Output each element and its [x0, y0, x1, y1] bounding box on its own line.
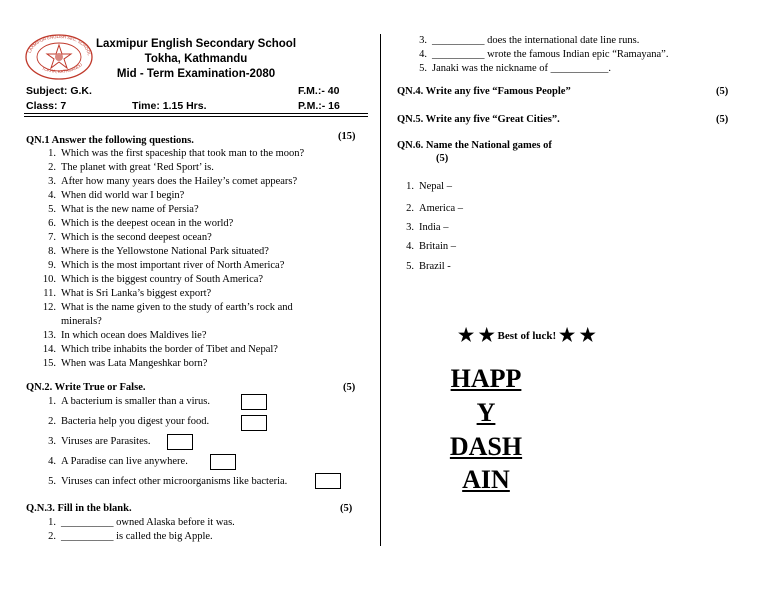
class-label: Class: 7 [26, 100, 67, 112]
list-item: 3. After how many years does the Hailey’s comet appears? [48, 176, 298, 187]
exam-title: Mid - Term Examination-2080 [116, 68, 276, 80]
list-item: 5. What is the new name of Persia? [48, 204, 199, 215]
happy-dashain-line-2: Y [476, 398, 496, 427]
list-item: 6. Which is the deepest ocean in the world? [48, 218, 234, 229]
list-item: 1. __________ owned Alaska before it was. [48, 517, 235, 528]
best-of-luck-line [458, 325, 596, 346]
list-item: 3. Viruses are Parasites. [48, 436, 151, 447]
list-item: 14. Which tribe inhabits the border of Tibet and Nepal? [42, 344, 278, 355]
list-item: 8. Where is the Yellowstone National Park situated? [48, 246, 269, 257]
school-name: Laxmipur English Secondary School [96, 38, 297, 50]
list-item: 10. Which is the biggest country of South America? [42, 274, 264, 285]
list-item: 12. What is the name given to the study of earth’s rock and [42, 302, 293, 313]
list-item: 3. India – [406, 222, 449, 233]
happy-dashain-line-3: DASH [449, 432, 523, 461]
q5-title: QN.5. Write any five “Great Cities”. [397, 114, 560, 125]
list-item: 4. When did world war I begin? [48, 190, 185, 201]
answer-box[interactable] [167, 434, 193, 450]
pass-marks: P.M.:- 16 [298, 100, 340, 112]
answer-box[interactable] [241, 415, 267, 431]
list-item: minerals? [61, 316, 102, 327]
happy-dashain-line-1: HAPP [450, 364, 522, 393]
answer-box[interactable] [210, 454, 236, 470]
list-item: 4. A Paradise can live anywhere. [48, 456, 188, 467]
q5-marks: (5) [716, 114, 729, 125]
svg-text:TOKHA, KATHMANDU [41, 62, 83, 74]
q1-title: QN.1 Answer the following questions. [26, 135, 194, 146]
full-marks: F.M.:- 40 [298, 85, 340, 97]
q6-marks: (5) [436, 153, 449, 164]
subject-label: Subject: G.K. [26, 85, 92, 97]
star-icon: ★ ★ [458, 325, 495, 345]
logo-ring-top-text: LAXMIPUR ENGLISH SEC. SCHOOL [26, 33, 92, 56]
school-logo [24, 33, 94, 81]
list-item: 11. What is Sri Lanka’s biggest export? [43, 288, 212, 299]
answer-box[interactable] [241, 394, 267, 410]
list-item: 1. Nepal – [406, 181, 452, 192]
list-item: 5. Brazil - [406, 261, 451, 272]
q1-marks: (15) [338, 131, 356, 142]
time-label: Time: 1.15 Hrs. [132, 100, 207, 112]
star-icon: ★ ★ [558, 325, 596, 345]
header-rule-top [24, 113, 368, 114]
q4-title: QN.4. Write any five “Famous People” [397, 86, 571, 97]
q6-title: QN.6. Name the National games of [397, 140, 552, 151]
list-item: 9. Which is the most important river of North America? [48, 260, 285, 271]
list-item: 13. In which ocean does Maldives lie? [42, 330, 207, 341]
q4-marks: (5) [716, 86, 729, 97]
list-item: 3. __________ does the international date line runs. [419, 35, 640, 46]
q3-title: Q.N.3. Fill in the blank. [26, 503, 132, 514]
list-item: 15. When was Lata Mangeshkar born? [42, 358, 208, 369]
list-item: 1. A bacterium is smaller than a virus. [48, 396, 211, 407]
list-item: 4. Britain – [406, 241, 457, 252]
q3-marks: (5) [340, 503, 353, 514]
list-item: 7. Which is the second deepest ocean? [48, 232, 212, 243]
best-of-luck-text: Best of luck! [497, 330, 557, 342]
list-item: 2. __________ is called the big Apple. [48, 531, 213, 542]
list-item: 2. Bacteria help you digest your food. [48, 416, 210, 427]
list-item: 2. America – [406, 203, 464, 214]
header-rule-bottom [24, 116, 368, 117]
list-item: 5. Janaki was the nickname of ___________. [419, 63, 612, 74]
list-item: 4. __________ wrote the famous Indian epic “Ramayana”. [419, 49, 669, 60]
column-divider [380, 34, 381, 546]
answer-box[interactable] [315, 473, 341, 489]
school-header [96, 37, 296, 82]
school-address: Tokha, Kathmandu [144, 53, 248, 65]
logo-ring-bottom-text: TOKHA, KATHMANDU [41, 61, 84, 74]
list-item: 1. Which was the first spaceship that took man to the moon? [48, 148, 305, 159]
q2-title: QN.2. Write True or False. [26, 382, 146, 393]
q2-marks: (5) [343, 382, 356, 393]
list-item: 2. The planet with great ‘Red Sport’ is. [48, 162, 214, 173]
happy-dashain-line-4: AIN [462, 465, 510, 494]
list-item: 5. Viruses can infect other microorganisms like bacteria. [48, 476, 288, 487]
